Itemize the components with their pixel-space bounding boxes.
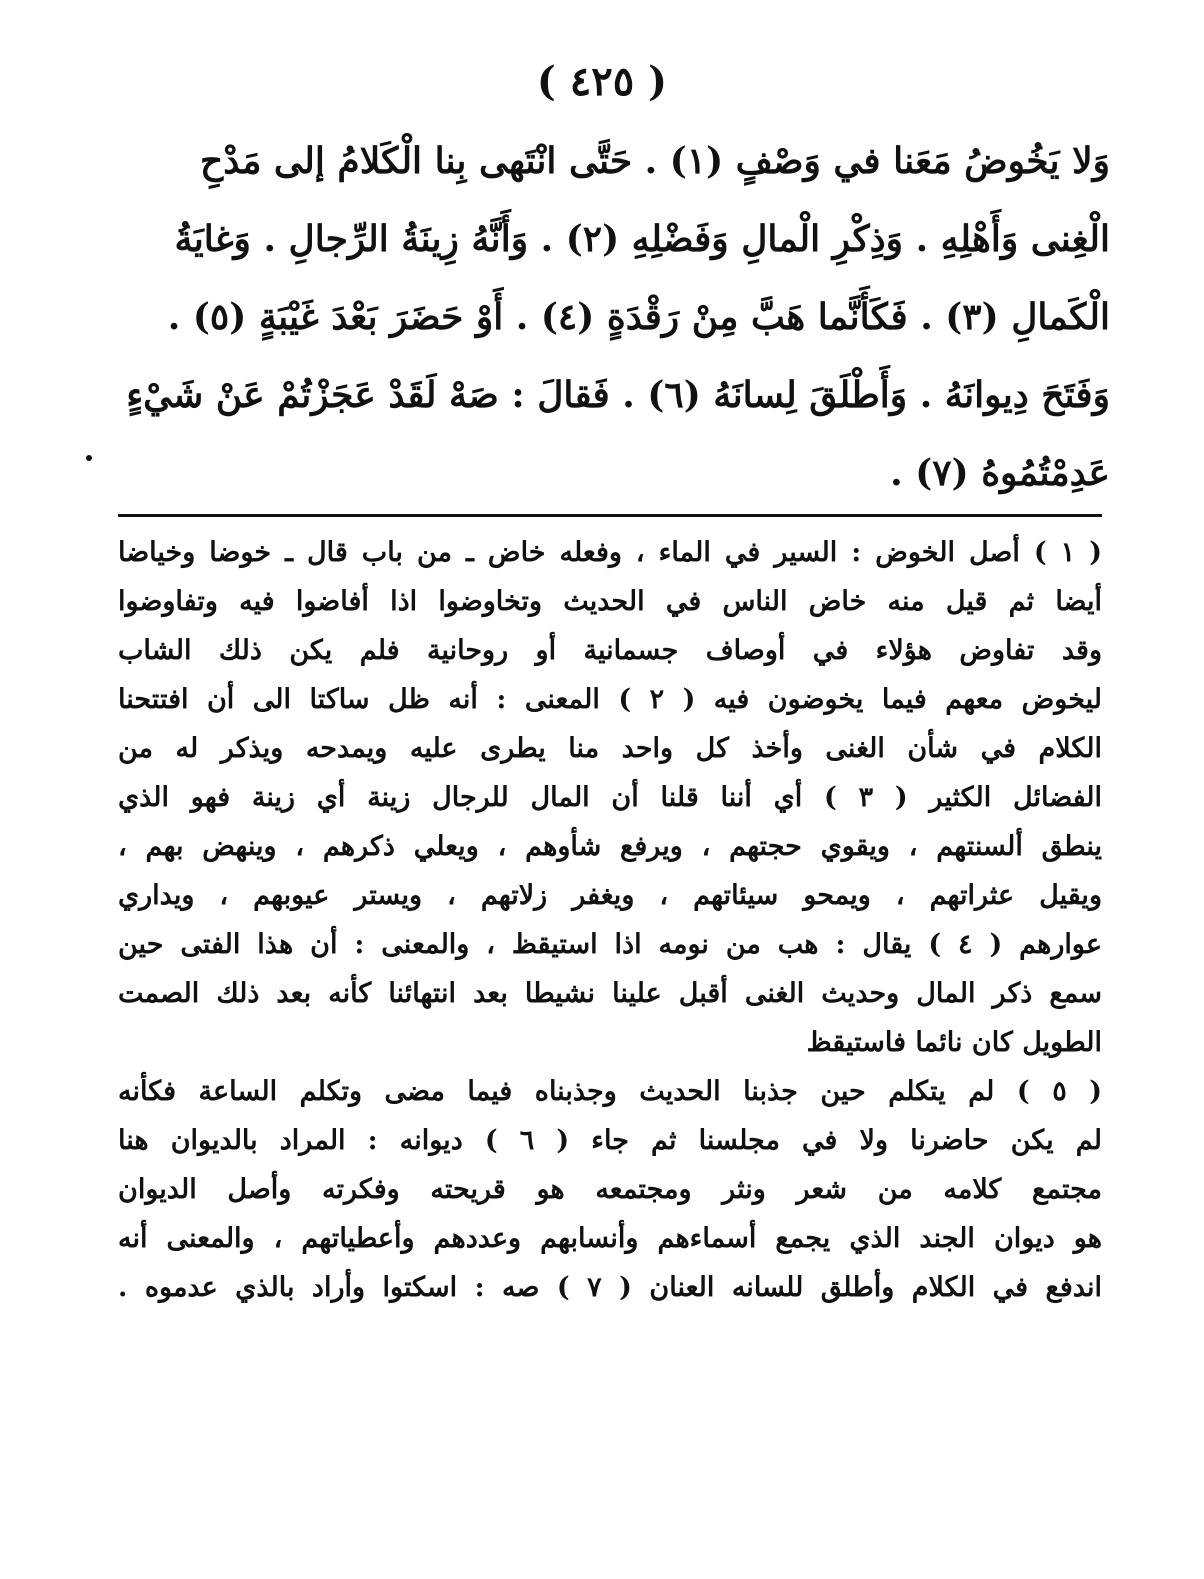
footnote-line: وقد تفاوض هؤلاء في أوصاف جسمانية أو روحانية فلم يكن ذلك الشاب <box>118 635 1102 666</box>
footnote-line: عوارهم ( ٤ ) يقال : هب من نومه اذا استيقظ ، والمعنى : أن هذا الفتى حين <box>118 929 1102 960</box>
footnote-line: ليخوض معهم فيما يخوضون فيه ( ٢ ) المعنى : أنه ظل ساكتا الى أن افتتحنا <box>118 684 1102 715</box>
footnote-line: مجتمع كلامه من شعر ونثر ومجتمعه هو قريحته وفكرته وأصل الديوان <box>118 1174 1102 1205</box>
footnote-line: الطويل كان نائما فاستيقظ <box>806 1027 1102 1058</box>
footnote-line: سمع ذكر المال وحديث الغنى أقبل علينا نشيطا بعد انتهائنا كأنه بعد ذلك الصمت <box>118 978 1102 1009</box>
footnotes <box>118 528 1102 1312</box>
main-text-line: وَلا يَخُوضُ مَعَنا في وَصْفٍ (١) . حَتَّى انْتَهى بِنا الْكَلامُ إلى مَدْحِ <box>199 140 1110 182</box>
footnote-line: هو ديوان الجند الذي يجمع أسماءهم وأنسابهم وعددهم وأعطياتهم ، والمعنى أنه <box>118 1223 1102 1254</box>
main-text-line: الْكَمالِ (٣) . فَكَأَنَّما هَبَّ مِنْ رَقْدَةٍ (٤) . أَوْ حَضَرَ بَعْدَ غَيْبَةٍ (٥) . <box>167 296 1110 338</box>
footnote-line: أيضا ثم قيل منه خاض الناس في الحديث وتخاوضوا اذا أفاضوا فيه وتفاوضوا <box>118 586 1102 617</box>
footnote-line: لم يكن حاضرنا ولا في مجلسنا ثم جاء ( ٦ ) ديوانه : المراد بالديوان هنا <box>118 1125 1102 1156</box>
footnote-line: الفضائل الكثير ( ٣ ) أي أننا قلنا أن المال للرجال زينة أي زينة فهو الذي <box>118 782 1102 813</box>
footnote-line: الكلام في شأن الغنى وأخذ كل واحد منا يطرى عليه ويمدحه ويذكر له من <box>118 733 1102 764</box>
page-number: ( ٤٢٥ ) <box>536 58 668 105</box>
main-text-line: الْغِنى وَأَهْلِهِ . وَذِكْرِ الْمالِ وَفَضْلِهِ (٢) . وَأَنَّهُ زِينَةُ الرِّجالِ . وَغايَةُ <box>174 218 1110 260</box>
main-text <box>110 122 1110 512</box>
footnote-line: ( ٥ ) لم يتكلم حين جذبنا الحديث وجذبناه فيما مضى وتكلم الساعة فكأنه <box>118 1076 1102 1107</box>
main-text-line: عَدِمْتُمُوهُ (٧) . <box>890 452 1110 494</box>
main-text-line: وَفَتَحَ دِيوانَهُ . وَأَطْلَقَ لِسانَهُ (٦) . فَقالَ : صَهْ لَقَدْ عَجَزْتُمْ عَنْ شَيْءٍ <box>126 374 1110 416</box>
footnote-separator <box>118 514 1102 517</box>
footnote-line: ينطق ألسنتهم ، ويقوي حجتهم ، ويرفع شأوهم ، ويعلي ذكرهم ، وينهض بهم ، <box>118 831 1102 862</box>
footnote-line: ( ١ ) أصل الخوض : السير في الماء ، وفعله خاض ـ من باب قال ـ خوضا وخياضا <box>118 537 1102 568</box>
scan-speck <box>86 455 92 461</box>
footnote-line: اندفع في الكلام وأطلق للسانه العنان ( ٧ ) صه : اسكتوا وأراد بالذي عدموه . <box>118 1272 1102 1303</box>
footnote-line: ويقيل عثراتهم ، ويمحو سيئاتهم ، ويغفر زلاتهم ، ويستر عيوبهم ، ويداري <box>118 880 1102 911</box>
